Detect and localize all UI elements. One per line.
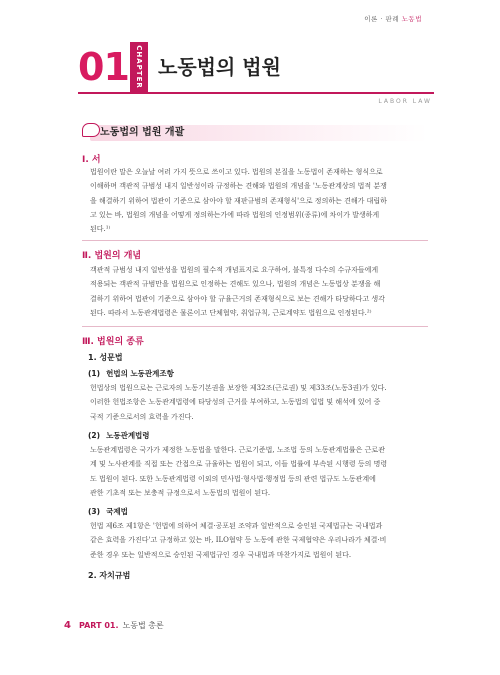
text-line: 헌법 제6조 제1항은 '헌법에 의하여 체결·공포된 조약과 일반적으로 승인된 국제법규는 국내법과 xyxy=(90,522,383,530)
text-line: 이러한 헌법조항은 노동관계법령에 타당성의 근거를 부여하고, 노동법의 입법 및 해석에 있어 중 xyxy=(90,398,381,407)
item-paragraph xyxy=(90,381,428,424)
item-title: 노동관계법령 xyxy=(106,431,150,440)
text-line: 이해하며 객관적 규범성 내지 일반성이라 규정하는 견해와 법원의 개념을 '노동관계상의 법적 분쟁 xyxy=(90,182,387,191)
chapter-label: CHAPTER xyxy=(135,45,143,89)
item-title: 국제법 xyxy=(106,507,128,516)
page-number: 4 xyxy=(64,620,71,631)
text-line: 노동관계법령은 국가가 제정한 노동법을 말한다. 근로기준법, 노조법 등의 노동관계법률은 근로관 xyxy=(90,446,385,454)
header-right: 노동법 xyxy=(401,15,422,23)
item-paragraph xyxy=(90,443,428,500)
item-title: 헌법의 노동관계조항 xyxy=(106,369,174,378)
text-line: 헌법상의 법원으로는 근로자의 노동기본권을 보장한 제32조(근로권) 및 제33조(노동3권)가 있다. xyxy=(90,384,387,392)
page-footer xyxy=(64,620,164,631)
text-line: 결하기 위하여 법관이 기준으로 삼아야 할 규율근거의 존재형식으로 보는 견해가 타당하다고 생각 xyxy=(90,294,385,303)
section-title: 노동법의 법원 개괄 xyxy=(100,127,185,138)
item-heading xyxy=(88,506,128,517)
heading-types: Ⅲ. 법원의 종류 xyxy=(82,337,144,347)
text-line: 준한 경우 또는 일반적으로 승인된 국제법규인 경우 국내법과 마찬가지로 법원이 된다. xyxy=(90,550,352,559)
item-number: (1) xyxy=(88,369,101,378)
item-number: (2) xyxy=(88,431,101,440)
text-line: 을 해결하기 위하여 법관이 기준으로 삼아야 할 재판규범의 존재형식'으로 정의하는 견해가 대립하 xyxy=(90,196,387,205)
running-header xyxy=(364,14,422,23)
footer-title: 노동법 총론 xyxy=(122,621,164,630)
text-line: 고 있는 바, 법원의 개념을 어떻게 정의하는가에 따라 법원의 인정범위(종류)에 차이가 발생하게 xyxy=(90,210,380,219)
subheading-written-law: 1. 성문법 xyxy=(88,353,123,362)
item-paragraph xyxy=(90,519,428,562)
item-heading xyxy=(88,430,150,441)
text-line: 된다.¹⁾ xyxy=(90,225,111,234)
intro-paragraph xyxy=(90,165,428,236)
text-line: 법원이란 말은 오늘날 여러 가지 뜻으로 쓰이고 있다. 법원의 본질을 노동법이 존재하는 형식으로 xyxy=(90,168,383,176)
text-line: 관한 기초적 또는 보충적 규정으로서 노동법의 법원이 된다. xyxy=(90,488,271,497)
text-line: 적용되는 객관적 규범만을 법원으로 인정하는 견해도 있으나, 법원의 개념은 노동법상 분쟁을 해 xyxy=(90,280,381,289)
text-line: 계 및 노사관계를 직접 또는 간접으로 규율하는 법원이 되고, 이들 법률에 부속된 시행령 등의 명령 xyxy=(90,460,388,469)
item-heading xyxy=(88,368,174,379)
chapter-title: 노동법의 법원 xyxy=(158,55,281,79)
text-line: 된다. 따라서 노동관계법령은 물론이고 단체협약, 취업규칙, 근로계약도 법원으로 인정된다.²⁾ xyxy=(90,308,372,317)
chapter-label-bar xyxy=(130,42,148,92)
text-line: 객관적 규범성 내지 일반성을 법원의 필수적 개념표지로 요구하여, 불특정 다수의 수규자들에게 xyxy=(90,266,379,274)
subheading-autonomous-norms: 2. 자치규범 xyxy=(88,571,131,580)
text-line: 국적 기준으로서의 효력을 가진다. xyxy=(90,412,194,421)
chapter-block xyxy=(78,42,434,92)
heading-concept: Ⅱ. 법원의 개념 xyxy=(82,251,142,261)
header-left: 이론 · 판례 xyxy=(364,15,402,23)
speech-bubble-icon xyxy=(82,123,100,137)
section-header xyxy=(82,121,428,143)
heading-intro: Ⅰ. 서 xyxy=(82,155,101,165)
divider xyxy=(82,326,428,327)
chapter-subtitle: LABOR LAW xyxy=(378,98,432,105)
footer-part: PART 01. xyxy=(78,621,119,630)
chapter-divider xyxy=(78,92,434,94)
concept-paragraph xyxy=(90,263,428,320)
text-line: 도 법원이 된다. 또한 노동관계법령 이외의 민사법·형사법·행정법 등의 관련 법규도 노동관계에 xyxy=(90,474,376,483)
divider xyxy=(82,240,428,241)
text-line: 같은 효력을 가진다'고 규정하고 있는 바, ILO협약 등 노동에 관한 국제협약은 우리나라가 체결·비 xyxy=(90,536,387,545)
chapter-number: 01 xyxy=(78,45,129,89)
item-number: (3) xyxy=(88,507,101,516)
